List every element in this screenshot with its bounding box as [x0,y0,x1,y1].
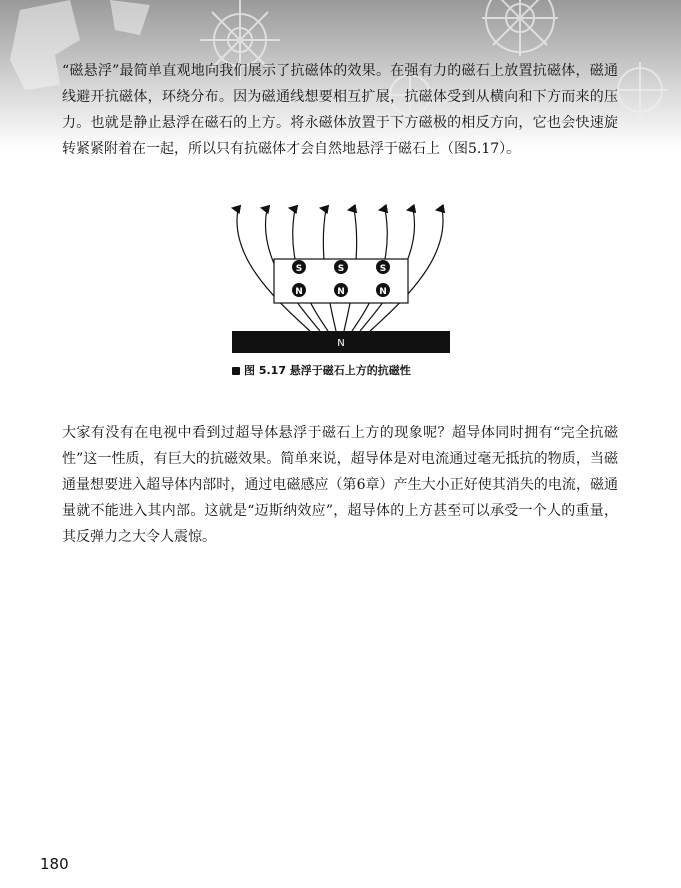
figure-caption [232,362,411,378]
dipole-south-label: S [379,264,387,274]
dipole-north-label: N [295,287,303,297]
body-paragraph-1: “磁悬浮”最简单直观地向我们展示了抗磁体的效果。在强有力的磁石上放置抗磁体，磁通线避开抗磁体，环绕分布。因为磁通线想要相互扩展，抗磁体受到从横向和下方而来的压力。也就是静止悬浮在磁石的上方。将永磁体放置于下方磁极的相反方向，它也会快速旋转紧紧附着在一起，所以只有抗磁体才会自然地悬浮于磁石上（图5.17）。 [62,63,618,157]
body-paragraph-2: 大家有没有在电视中看到过超导体悬浮于磁石上方的现象呢？超导体同时拥有“完全抗磁性”这一性质，有巨大的抗磁效果。简单来说，超导体是对电流通过毫无抵抗的物质，当磁通量想要进入超导体内部时，通过电磁感应（第6章）产生大小正好使其消失的电流，磁通量就不能进入其内部。这就是“迈斯纳效应”，超导体的上方甚至可以承受一个人的重量，其反弹力之大令人震惊。 [62,425,618,545]
dipole-north-label: N [379,287,387,297]
base-magnet-label: N [337,338,345,349]
dipole-south-label: S [337,264,345,274]
dipole-south-label: S [295,264,303,274]
figure-diamagnetic-levitation [200,195,480,355]
caption-bullet-icon [232,367,240,375]
page-number: 180 [40,855,69,873]
field-lines-diagram [200,195,480,355]
dipole-north-label: N [337,287,345,297]
figure-caption-text: 图 5.17 悬浮于磁石上方的抗磁性 [244,364,411,377]
